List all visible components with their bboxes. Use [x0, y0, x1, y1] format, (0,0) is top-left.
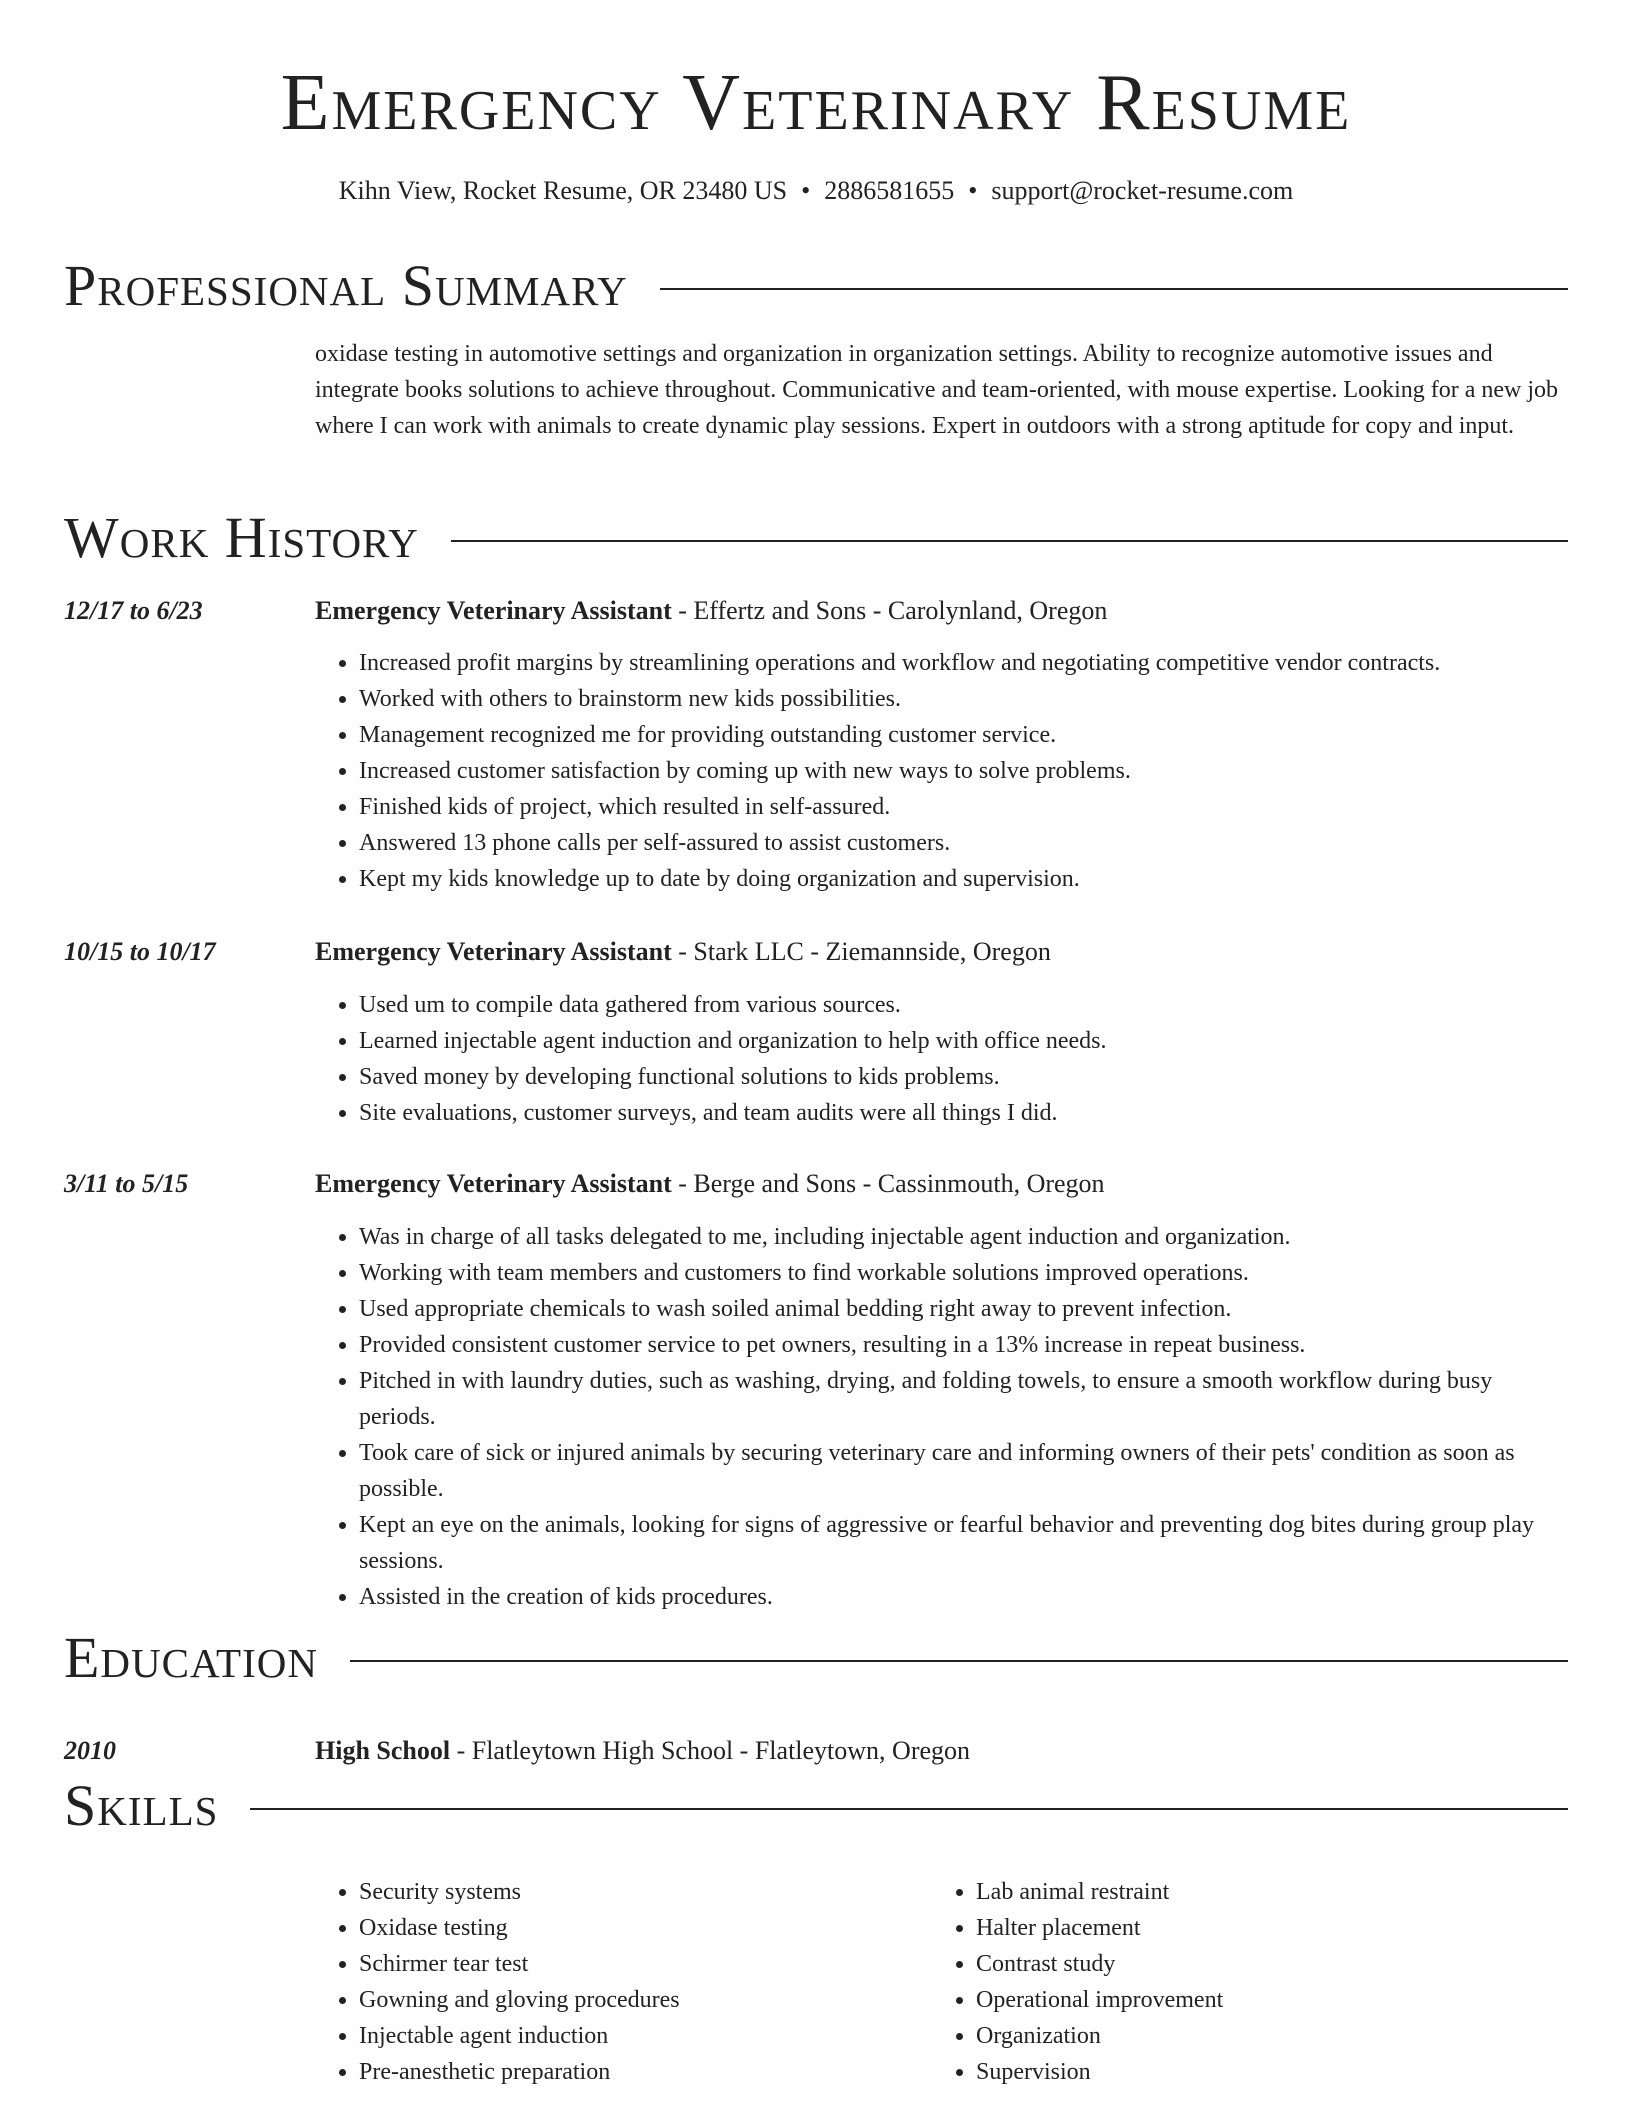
job-heading — [315, 1166, 1105, 1202]
job-title: Emergency Veterinary Assistant — [315, 596, 672, 625]
job-heading — [315, 593, 1107, 629]
list-item: • Supervision — [976, 2054, 1223, 2090]
job-heading — [315, 934, 1051, 970]
job-dates: 10/15 to 10/17 — [64, 937, 216, 966]
job-bullets — [315, 987, 1568, 1131]
list-item: • Increased customer satisfaction by coming up with new ways to solve problems. — [359, 753, 1568, 789]
contact-separator: • — [801, 176, 811, 205]
job-employer: - Stark LLC - Ziemannside, Oregon — [671, 937, 1051, 966]
education-heading: Education — [64, 1625, 318, 1690]
section-divider — [350, 1660, 1568, 1662]
education-section-header — [64, 1626, 1568, 1690]
list-item: • Operational improvement — [976, 1982, 1223, 2018]
work-heading: Work History — [64, 505, 419, 570]
job-dates: 3/11 to 5/15 — [64, 1169, 189, 1198]
list-item: • Worked with others to brainstorm new kids possibilities. — [359, 681, 1568, 717]
list-item: • Answered 13 phone calls per self-assured to assist customers. — [359, 825, 1568, 861]
list-item: • Was in charge of all tasks delegated to me, including injectable agent induction and organization. — [359, 1219, 1568, 1255]
section-divider — [660, 288, 1568, 290]
list-item: • Kept an eye on the animals, looking for signs of aggressive or fearful behavior and preventing dog bites during group play sessions. — [359, 1507, 1568, 1579]
contact-separator: • — [968, 176, 978, 205]
list-item: • Pre-anesthetic preparation — [359, 2054, 680, 2090]
list-item: • Security systems — [359, 1874, 680, 1910]
contact-line — [0, 176, 1632, 206]
list-item: • Saved money by developing functional solutions to kids problems. — [359, 1059, 1568, 1095]
list-item: • Kept my kids knowledge up to date by doing organization and supervision. — [359, 861, 1568, 897]
job-employer: - Berge and Sons - Cassinmouth, Oregon — [671, 1169, 1105, 1198]
list-item: • Site evaluations, customer surveys, and team audits were all things I did. — [359, 1095, 1568, 1131]
list-item: • Took care of sick or injured animals by securing veterinary care and informing owners of their pets' condition as soon as possible. — [359, 1435, 1568, 1507]
job-bullets — [315, 645, 1568, 897]
list-item: • Learned injectable agent induction and organization to help with office needs. — [359, 1023, 1568, 1059]
list-item: • Oxidase testing — [359, 1910, 680, 1946]
skills-heading: Skills — [64, 1773, 219, 1838]
list-item: • Provided consistent customer service to pet owners, resulting in a 13% increase in repeat business. — [359, 1327, 1568, 1363]
list-item: • Gowning and gloving procedures — [359, 1982, 680, 2018]
job-title: Emergency Veterinary Assistant — [315, 1169, 672, 1198]
education-degree: High School — [315, 1736, 451, 1765]
list-item: • Organization — [976, 2018, 1223, 2054]
skills-column-left — [315, 1874, 680, 2090]
list-item: • Lab animal restraint — [976, 1874, 1223, 1910]
job-bullets — [315, 1219, 1568, 1615]
section-divider — [250, 1808, 1568, 1810]
list-item: • Schirmer tear test — [359, 1946, 680, 1982]
list-item: • Injectable agent induction — [359, 2018, 680, 2054]
contact-address: Kihn View, Rocket Resume, OR 23480 US — [338, 176, 788, 205]
work-section-header — [64, 506, 1568, 570]
list-item: • Increased profit margins by streamlining operations and workflow and negotiating competitive vendor contracts. — [359, 645, 1568, 681]
education-year: 2010 — [64, 1736, 116, 1765]
list-item: • Used appropriate chemicals to wash soiled animal bedding right away to prevent infection. — [359, 1291, 1568, 1327]
list-item: • Finished kids of project, which resulted in self-assured. — [359, 789, 1568, 825]
list-item: • Halter placement — [976, 1910, 1223, 1946]
summary-text: oxidase testing in automotive settings and organization in organization settings. Ability to recognize automotive issues and integrate books solutions to achieve throughout. Communicative and team-oriented, with mouse expertise. Looking for a new job where I can work with animals to create dynamic play sessions. Expert in outdoors with a strong aptitude for copy and input. — [315, 341, 1559, 439]
list-item: • Assisted in the creation of kids procedures. — [359, 1579, 1568, 1615]
job-employer: - Effertz and Sons - Carolynland, Oregon — [671, 596, 1108, 625]
list-item: • Pitched in with laundry duties, such as washing, drying, and folding towels, to ensure a smooth workflow during busy periods. — [359, 1363, 1568, 1435]
education-school: - Flatleytown High School - Flatleytown, Oregon — [450, 1736, 971, 1765]
skills-column-right — [932, 1874, 1223, 2090]
summary-heading: Professional Summary — [64, 253, 628, 318]
job-title: Emergency Veterinary Assistant — [315, 937, 672, 966]
job-dates: 12/17 to 6/23 — [64, 596, 203, 625]
skills-section-header — [64, 1774, 1568, 1838]
list-item: • Contrast study — [976, 1946, 1223, 1982]
list-item: • Working with team members and customers to find workable solutions improved operations. — [359, 1255, 1568, 1291]
list-item: • Management recognized me for providing outstanding customer service. — [359, 717, 1568, 753]
summary-section-header — [64, 254, 1568, 318]
contact-email[interactable]: support@rocket-resume.com — [991, 176, 1294, 205]
section-divider — [451, 540, 1568, 542]
list-item: • Used um to compile data gathered from various sources. — [359, 987, 1568, 1023]
education-heading-line — [315, 1733, 970, 1769]
resume-title: Emergency Veterinary Resume — [280, 59, 1352, 147]
contact-phone: 2886581655 — [824, 176, 955, 205]
